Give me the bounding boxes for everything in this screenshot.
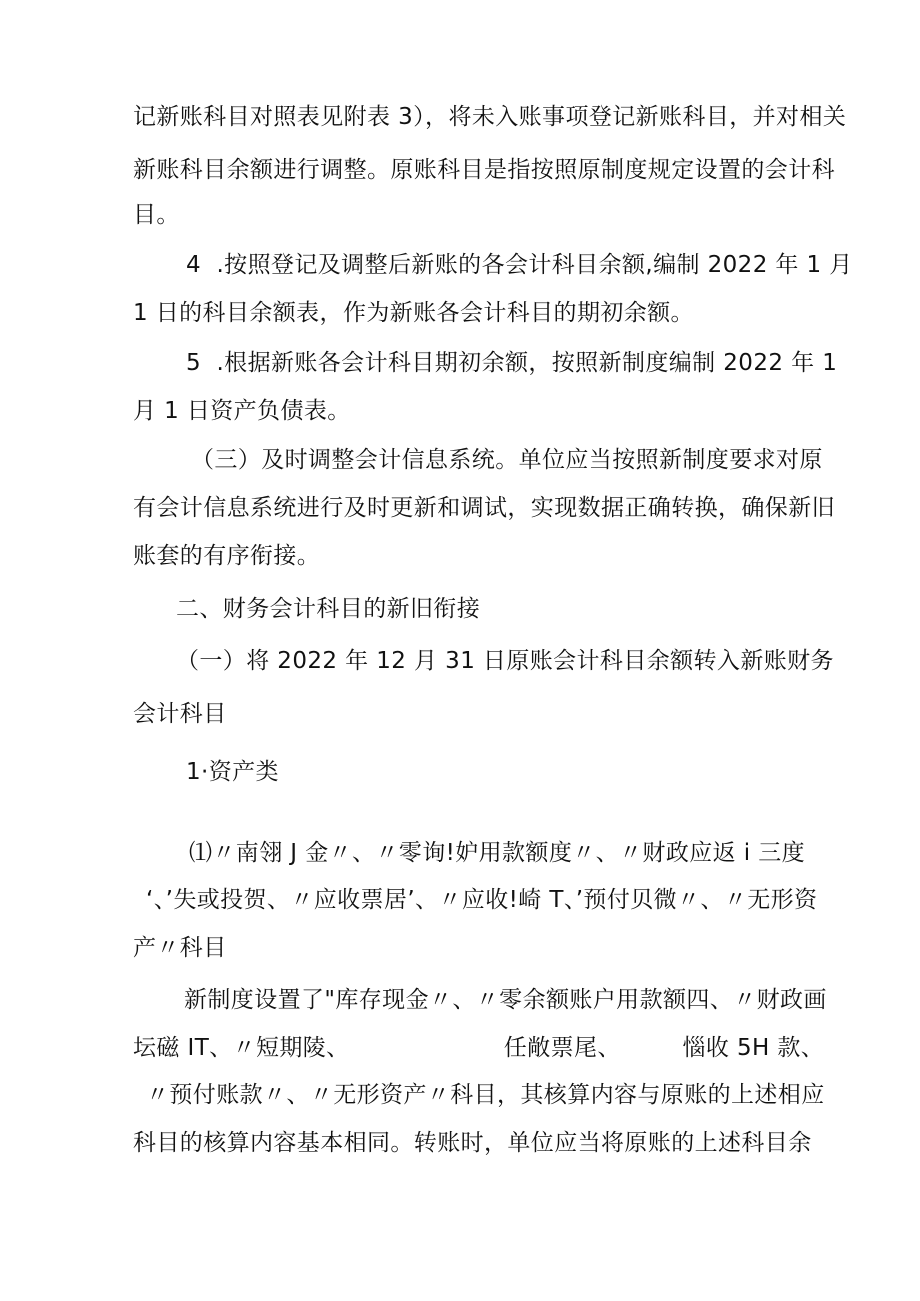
item-1-line-3: 产〃科目: [133, 935, 227, 961]
item-1-line-2: ‘、’失或投贺、〃应收票居’、〃应收!崎 T、’预付贝微〃、〃无形资: [146, 887, 818, 913]
item-4-line-1: 4 .按照登记及调整后新账的各会计科目余额,编制 2022 年 1 月: [186, 252, 853, 278]
section-3-line-2: 有会计信息系统进行及时更新和调试，实现数据正确转换，确保新旧: [133, 495, 835, 521]
subheading-1-line-1: （一）将 2022 年 12 月 31 日原账会计科目余额转入新账财务: [176, 648, 834, 674]
category-heading: 1·资产类: [186, 759, 279, 785]
section-3-line-3: 账套的有序衔接。: [133, 543, 321, 569]
heading-2: 二、财务会计科目的新旧衔接: [176, 596, 481, 622]
paragraph-line-3: 目。: [133, 202, 180, 228]
item-1-line-1: ⑴〃南翎 J 金〃、〃零询!妒用款额度〃、〃财政应返 i 三度: [189, 840, 806, 866]
body-line-2: 坛磁 IT、〃短期陵、 任敞票尾、 惱收 5H 款、: [133, 1035, 825, 1061]
body-line-4: 科目的核算内容基本相同。转账时，单位应当将原账的上述科目余: [133, 1130, 812, 1156]
paragraph-line-1: 记新账科目对照表见附表 3），将未入账事项登记新账科目，并对相关: [133, 104, 847, 130]
paragraph-line-2: 新账科目余额进行调整。原账科目是指按照原制度规定设置的会计科: [133, 157, 835, 183]
item-5-line-2: 月 1 日资产负债表。: [133, 398, 351, 424]
subheading-1-line-2: 会计科目: [133, 701, 227, 727]
body-line-3: 〃预付账款〃、〃无形资产〃科目，其核算内容与原账的上述相应: [146, 1082, 825, 1108]
body-line-1: 新制度设置了"库存现金〃、〃零余额账户用款额四、〃财政画: [184, 987, 827, 1013]
section-3-line-1: （三）及时调整会计信息系统。单位应当按照新制度要求对原: [191, 447, 823, 473]
item-5-line-1: 5 .根据新账各会计科目期初余额，按照新制度编制 2022 年 1: [186, 350, 838, 376]
item-4-line-2: 1 日的科目余额表，作为新账各会计科目的期初余额。: [133, 300, 694, 326]
